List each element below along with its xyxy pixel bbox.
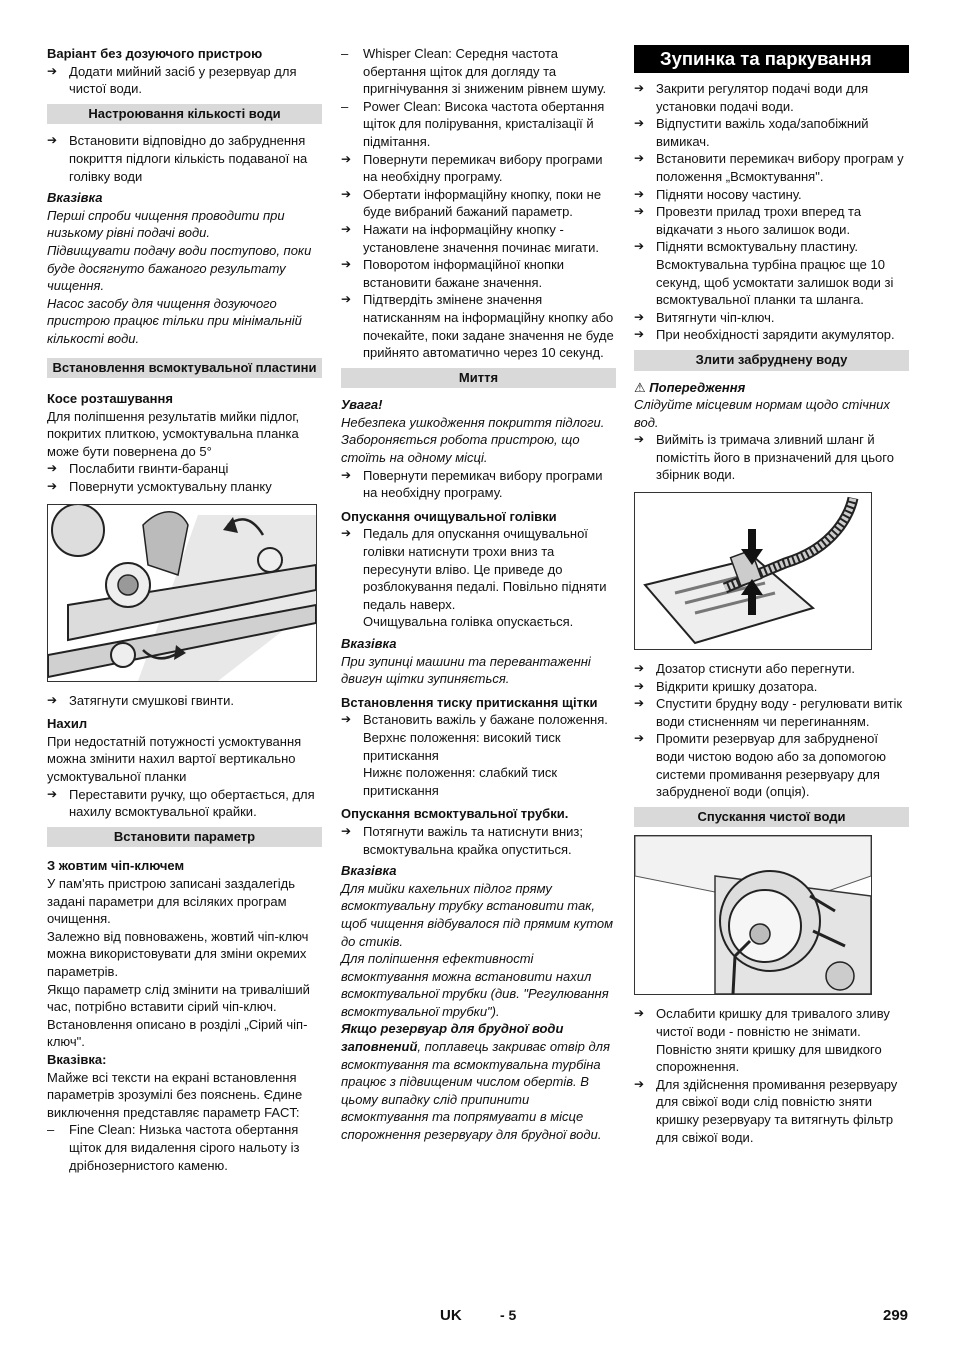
list-item: ➔ Потягнути важіль та натиснути вниз; всмоктувальна крайка опуститься. bbox=[341, 823, 583, 857]
list-item: ➔ Дозатор стиснути або перегнути. bbox=[634, 661, 856, 677]
arrow-right-icon: ➔ bbox=[634, 1076, 645, 1091]
footer-language: UK bbox=[440, 1307, 462, 1324]
arrow-right-icon: ➔ bbox=[341, 292, 352, 307]
list-item: – Fine Clean: Низька частота обертання щіток для видалення сірого нальоту із дрібнозернистого каменю. bbox=[47, 1122, 300, 1173]
drain-hose-illustration bbox=[634, 492, 872, 650]
footer-page-number: 299 bbox=[883, 1307, 909, 1324]
list-item: ➔ Нажати на інформаційну кнопку - установлене значення починає мигати. bbox=[341, 221, 599, 255]
list-item: ➔ Вийміть із тримача зливний шланг й помістіть його в призначений для цього збірник води. bbox=[634, 432, 894, 483]
arrow-right-icon: ➔ bbox=[341, 257, 352, 272]
arrow-right-icon: ➔ bbox=[341, 151, 352, 166]
warning-heading: ⚠ Попередження bbox=[634, 379, 746, 395]
arrow-right-icon: ➔ bbox=[634, 81, 645, 95]
list-item: ➔ Витягнути чіп-ключ. bbox=[634, 309, 775, 325]
list-item: ➔ Підтвердіть змінене значення натисканням на інформаційну кнопку або почекайте, поки задане значення не буде прийнято автоматично через 10 секунд. bbox=[341, 292, 614, 361]
list-item: ➔ Повернути перемикач вибору програми на необхідну програму. bbox=[341, 467, 603, 501]
list-item: ➔ При необхідності зарядити акумулятор. bbox=[634, 327, 895, 343]
arrow-right-icon: ➔ bbox=[634, 309, 645, 324]
section-bar-dirty-water: Злити забруднену воду bbox=[634, 350, 909, 371]
paragraph: Майже всі тексти на екрані встановлення параметрів зрозумілі без пояснень. Єдине виключення представляє параметр FACT: bbox=[47, 1069, 303, 1120]
caution-title: Увага! bbox=[341, 397, 383, 413]
list-item: ➔ Відпустити важіль хода/запобіжний вимикач. bbox=[634, 116, 869, 149]
note-title: Вказівка: bbox=[47, 1051, 107, 1067]
clean-water-cap-illustration bbox=[634, 835, 872, 995]
section-bar-squeegee: Встановлення всмоктувальної пластини bbox=[47, 358, 322, 379]
paragraph: Якщо параметр слід змінити на триваліший час, потрібно вставити сірий чіп-ключ. Встановлення описано в розділі „Сірий чіп-ключ". bbox=[47, 981, 310, 1050]
arrow-right-icon: ➔ bbox=[341, 823, 352, 838]
subheading: Опускання очищувальної голівки bbox=[341, 508, 557, 524]
paragraph: При недостатній потужності усмоктування можна змінити нахил вартої вертикально усмоктувальної планки bbox=[47, 733, 302, 785]
list-item: ➔ Відкрити кришку дозатора. bbox=[634, 678, 818, 694]
result-text: Повністю зняти кришку для швидкого спорожнення. bbox=[656, 1041, 882, 1075]
arrow-right-icon: ➔ bbox=[47, 461, 58, 476]
paragraph: У пам'ять пристрою записані заздалегідь задані параметри для всіляких програм очищення. bbox=[47, 876, 295, 927]
arrow-right-icon: ➔ bbox=[341, 526, 352, 541]
paragraph: Для поліпшення результатів мийки підлог, покритих плиткою, усмоктувальна планка може бути повернена до 5° bbox=[47, 408, 300, 459]
arrow-right-icon: ➔ bbox=[634, 151, 645, 166]
note-text: Якщо резервуар для брудної води заповнений, поплавець закриває отвір для всмоктування та всмоктувальна турбіна працює з підвищеним числом обертів. В цьому випадку слід припинити всмоктування та попрямувати в місце спорожнення резервуару для брудної води. bbox=[341, 1021, 610, 1143]
list-item: ➔ Педаль для опускання очищувальної голівки натиснути трохи вниз та пересунути вліво. Це приведе до розблокування педалі. Повільно підняти педаль наверх. bbox=[341, 526, 607, 612]
footer-local-page bbox=[500, 1307, 516, 1325]
subheading: Опускання всмоктувальної трубки. bbox=[341, 806, 569, 822]
list-item: ➔ Встановити перемикач вибору програм у положення „Всмоктування". bbox=[634, 151, 904, 184]
subheading: Косе розташування bbox=[47, 391, 173, 407]
list-item: ➔ Ослабити кришку для тривалого зливу чистої води - повністю не знімати. bbox=[634, 1006, 890, 1039]
subheading: Нахил bbox=[47, 716, 88, 732]
list-item: ➔ Провезти прилад трохи вперед та відкачати з нього залишок води. bbox=[634, 204, 862, 237]
subheading: Встановлення тиску притискання щітки bbox=[341, 694, 598, 710]
section-bar-wash: Миття bbox=[341, 368, 616, 389]
arrow-right-icon: ➔ bbox=[634, 731, 645, 746]
arrow-right-icon: ➔ bbox=[341, 712, 352, 727]
dash-bullet: – bbox=[341, 98, 349, 114]
note-text: Для поліпшення ефективності всмоктування можна встановити нахил всмоктувальної трубки (див. "Регулювання всмоктувальної трубки"). bbox=[341, 951, 609, 1019]
arrow-right-icon: ➔ bbox=[634, 696, 645, 711]
arrow-right-icon: ➔ bbox=[634, 678, 645, 693]
column-1 bbox=[47, 45, 322, 1174]
note-text: Для мийки кахельних підлог пряму всмоктувальну трубку встановити так, щоб чищення відбувалося під прямим кутом до стиків. bbox=[341, 880, 614, 949]
list-item: ➔ Промити резервуар для забрудненої води чистою водою або за допомогою системи промивання резервуару для забрудненої води (опція). bbox=[634, 731, 886, 800]
list-item: ➔ Повернути перемикач вибору програми на необхідну програму. bbox=[341, 151, 603, 185]
list-item: ➔ Встановити відповідно до забруднення покриття підлоги кількість подаваної на голівку води bbox=[47, 133, 308, 184]
arrow-right-icon: ➔ bbox=[634, 1006, 645, 1021]
arrow-right-icon: ➔ bbox=[341, 467, 352, 482]
list-item: ➔ Підняти всмоктувальну пластину. bbox=[634, 239, 858, 255]
section-bar-water: Настроювання кількості води bbox=[47, 104, 322, 125]
note-text: Насос засобу для чищення дозуючого пристрою працює тільки при мінімальній кількості води. bbox=[47, 295, 302, 346]
footer-local-page-text: - 5 bbox=[500, 1307, 517, 1323]
list-item: ➔ Переставити ручку, що обертається, для нахилу всмоктувальної крайки. bbox=[47, 786, 315, 820]
list-item: – Power Clean: Висока частота обертання щіток для полірування, кристалізації й підмітання. bbox=[341, 98, 605, 149]
arrow-right-icon: ➔ bbox=[634, 239, 645, 254]
arrow-right-icon: ➔ bbox=[341, 186, 352, 201]
dash-bullet: – bbox=[341, 46, 349, 61]
arrow-right-icon: ➔ bbox=[634, 186, 645, 201]
list-item: ➔ Підняти носову частину. bbox=[634, 186, 802, 202]
note-title: Вказівка bbox=[47, 190, 103, 206]
section-bar-parameter: Встановити параметр bbox=[47, 827, 322, 848]
note-text: Підвищувати подачу води поступово, поки буде досягнуто бажаного результату чищення. bbox=[47, 242, 312, 294]
caution-text: Небезпека ушкодження покриття підлоги. Забороняється робота пристрою, що стоїть на одному місці. bbox=[341, 414, 605, 466]
arrow-right-icon: ➔ bbox=[634, 204, 645, 219]
list-item: ➔ Послабити гвинти-баранці bbox=[47, 461, 229, 477]
result-text: Нижнє положення: слабкий тиск притискання bbox=[363, 765, 558, 798]
list-item: ➔ Закрити регулятор подачі води для установки подачі води. bbox=[634, 81, 869, 114]
warning-text: Слідуйте місцевим нормам щодо стічних вод. bbox=[634, 397, 890, 430]
note-title: Вказівка bbox=[341, 636, 397, 651]
arrow-right-icon: ➔ bbox=[634, 661, 645, 676]
column-3 bbox=[634, 45, 909, 1146]
note-title: Вказівка bbox=[341, 863, 397, 879]
arrow-right-icon: ➔ bbox=[47, 63, 58, 78]
arrow-right-icon: ➔ bbox=[47, 479, 58, 494]
list-item: ➔ Поворотом інформаційної кнопки встановити бажане значення. bbox=[341, 257, 565, 290]
note-text: Перші спроби чищення проводити при низькому рівні подачі води. bbox=[47, 207, 285, 241]
list-item: ➔ Спустити брудну воду - регулювати витік води стисненням чи перегинанням. bbox=[634, 696, 903, 729]
arrow-right-icon: ➔ bbox=[634, 327, 645, 342]
result-text: Всмоктувальна турбіна працює ще 10 секунд, щоб усмоктати залишок води зі всмоктувальної планки та шланга. bbox=[656, 256, 894, 308]
arrow-right-icon: ➔ bbox=[47, 786, 58, 801]
squeegee-illustration bbox=[47, 504, 317, 682]
list-item: ➔ Обертати інформаційну кнопку, поки не буде вибраний бажаний параметр. bbox=[341, 186, 602, 220]
list-item: ➔ Для здійснення промивання резервуару для свіжої води слід повністю зняти кришку резервуару та витягнуть фільтр для свіжої води. bbox=[634, 1076, 898, 1145]
list-item: – Whisper Clean: Середня частота обертання щіток для догляду та пригнічування зі зниженим рівнем шуму. bbox=[341, 46, 607, 97]
list-item: ➔ Повернути усмоктувальну планку bbox=[47, 479, 272, 495]
list-item: ➔ Додати мийний засіб у резервуар для чистої води. bbox=[47, 63, 297, 97]
arrow-right-icon: ➔ bbox=[341, 221, 352, 236]
arrow-right-icon: ➔ bbox=[634, 116, 645, 131]
paragraph: Залежно від повноважень, жовтий чіп-ключ можна використовувати для зміни окремих параметрів. bbox=[47, 928, 309, 979]
result-text: Очищувальна голівка опускається. bbox=[363, 614, 574, 630]
arrow-right-icon: ➔ bbox=[634, 432, 645, 447]
note-text: При зупинці машини та перевантаженні двигун щітки зупиняється. bbox=[341, 653, 591, 687]
warning-triangle-icon: ⚠ bbox=[634, 379, 646, 395]
list-item: ➔ Встановить важіль у бажане положення. bbox=[341, 712, 608, 728]
arrow-right-icon: ➔ bbox=[47, 692, 58, 707]
variant-title: Варіант без дозуючого пристрою bbox=[47, 46, 263, 61]
section-bar-clean-water: Спускання чистої води bbox=[634, 807, 909, 828]
list-item: ➔ Затягнути смушкові гвинти. bbox=[47, 692, 234, 708]
dash-bullet: – bbox=[47, 1122, 55, 1138]
column-2 bbox=[341, 45, 616, 1144]
arrow-right-icon: ➔ bbox=[47, 133, 58, 148]
result-text: Верхнє положення: високий тиск притискання bbox=[363, 729, 561, 763]
subheading: З жовтим чіп-ключем bbox=[47, 858, 185, 874]
section-title-stop: Зупинка та паркування bbox=[634, 45, 909, 73]
